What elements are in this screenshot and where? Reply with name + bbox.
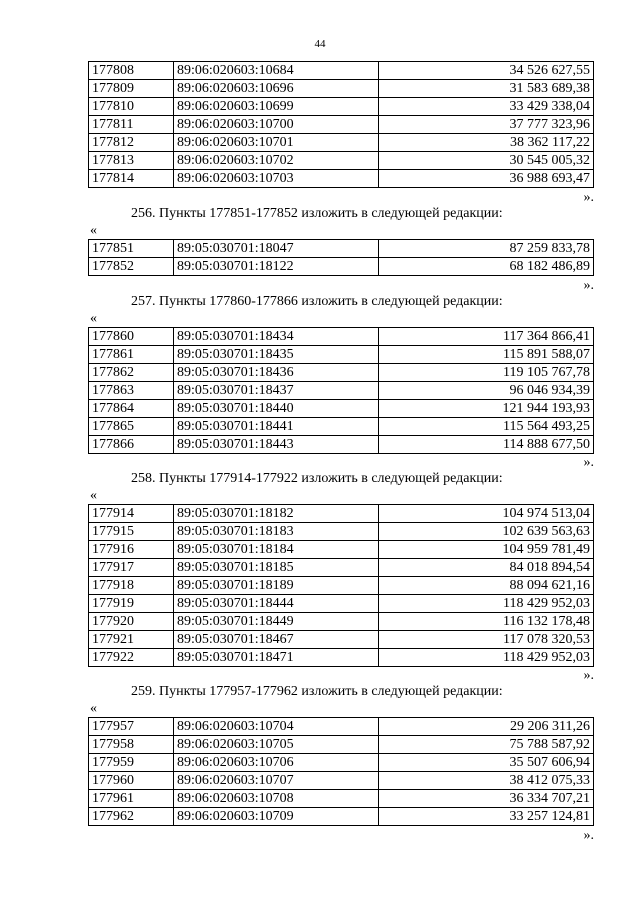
value-cell: 30 545 005,32 [379,152,594,170]
value-cell: 31 583 689,38 [379,80,594,98]
table-row [89,790,594,808]
table-row [89,134,594,152]
value-cell: 118 429 952,03 [379,649,594,667]
cadastral-number-cell: 89:06:020603:10700 [174,116,379,134]
table-row [89,152,594,170]
row-number-cell: 177960 [89,772,174,790]
page-number: 44 [314,38,326,50]
table-row [89,541,594,559]
table-row [89,258,594,276]
row-number-cell: 177958 [89,736,174,754]
cadastral-number-cell: 89:06:020603:10703 [174,170,379,188]
table-row [89,346,594,364]
table-row [89,595,594,613]
table-row [89,170,594,188]
row-number-cell: 177916 [89,541,174,559]
table-row [89,382,594,400]
row-number-cell: 177959 [89,754,174,772]
closing-quote: ». [583,278,594,293]
value-cell: 116 132 178,48 [379,613,594,631]
value-cell: 104 974 513,04 [379,505,594,523]
value-cell: 35 507 606,94 [379,754,594,772]
value-cell: 34 526 627,55 [379,62,594,80]
row-number-cell: 177860 [89,328,174,346]
value-cell: 115 891 588,07 [379,346,594,364]
cadastral-number-cell: 89:05:030701:18441 [174,418,379,436]
cadastral-number-cell: 89:06:020603:10702 [174,152,379,170]
value-cell: 38 362 117,22 [379,134,594,152]
closing-quote: ». [583,828,594,843]
row-number-cell: 177922 [89,649,174,667]
value-cell: 88 094 621,16 [379,577,594,595]
cadastral-number-cell: 89:06:020603:10709 [174,808,379,826]
value-cell: 84 018 894,54 [379,559,594,577]
row-number-cell: 177811 [89,116,174,134]
cadastral-number-cell: 89:05:030701:18184 [174,541,379,559]
data-table [88,504,594,667]
opening-quote: « [90,311,97,326]
row-number-cell: 177851 [89,240,174,258]
table-row [89,718,594,736]
value-cell: 117 078 320,53 [379,631,594,649]
row-number-cell: 177921 [89,631,174,649]
cadastral-number-cell: 89:05:030701:18436 [174,364,379,382]
data-table [88,717,594,826]
cadastral-number-cell: 89:06:020603:10699 [174,98,379,116]
value-cell: 33 257 124,81 [379,808,594,826]
data-table [88,327,594,454]
row-number-cell: 177962 [89,808,174,826]
row-number-cell: 177961 [89,790,174,808]
table-row [89,736,594,754]
closing-quote: ». [583,190,594,205]
table-row [89,559,594,577]
value-cell: 102 639 563,63 [379,523,594,541]
cadastral-number-cell: 89:06:020603:10707 [174,772,379,790]
row-number-cell: 177866 [89,436,174,454]
table-row [89,240,594,258]
cadastral-number-cell: 89:06:020603:10684 [174,62,379,80]
row-number-cell: 177813 [89,152,174,170]
cadastral-number-cell: 89:05:030701:18449 [174,613,379,631]
cadastral-number-cell: 89:05:030701:18182 [174,505,379,523]
row-number-cell: 177810 [89,98,174,116]
value-cell: 36 988 693,47 [379,170,594,188]
value-cell: 36 334 707,21 [379,790,594,808]
table-row [89,808,594,826]
table-row [89,649,594,667]
row-number-cell: 177812 [89,134,174,152]
data-table [88,239,594,276]
cadastral-number-cell: 89:06:020603:10701 [174,134,379,152]
cadastral-number-cell: 89:06:020603:10696 [174,80,379,98]
opening-quote: « [90,488,97,503]
table-row [89,98,594,116]
opening-quote: « [90,701,97,716]
table-row [89,523,594,541]
table-row [89,400,594,418]
value-cell: 29 206 311,26 [379,718,594,736]
table-row [89,613,594,631]
value-cell: 75 788 587,92 [379,736,594,754]
cadastral-number-cell: 89:05:030701:18185 [174,559,379,577]
value-cell: 38 412 075,33 [379,772,594,790]
cadastral-number-cell: 89:05:030701:18189 [174,577,379,595]
cadastral-number-cell: 89:05:030701:18047 [174,240,379,258]
closing-quote: ». [583,668,594,683]
row-number-cell: 177865 [89,418,174,436]
cadastral-number-cell: 89:05:030701:18434 [174,328,379,346]
table-row [89,80,594,98]
value-cell: 96 046 934,39 [379,382,594,400]
table-row [89,631,594,649]
table-row [89,754,594,772]
value-cell: 119 105 767,78 [379,364,594,382]
table-row [89,364,594,382]
row-number-cell: 177919 [89,595,174,613]
section-heading: 259. Пункты 177957-177962 изложить в следующей редакции: [131,684,503,699]
cadastral-number-cell: 89:06:020603:10705 [174,736,379,754]
value-cell: 118 429 952,03 [379,595,594,613]
table-row [89,418,594,436]
cadastral-number-cell: 89:05:030701:18435 [174,346,379,364]
cadastral-number-cell: 89:05:030701:18443 [174,436,379,454]
row-number-cell: 177917 [89,559,174,577]
row-number-cell: 177814 [89,170,174,188]
section-heading: 257. Пункты 177860-177866 изложить в следующей редакции: [131,294,503,309]
row-number-cell: 177862 [89,364,174,382]
value-cell: 37 777 323,96 [379,116,594,134]
table-row [89,62,594,80]
cadastral-number-cell: 89:06:020603:10704 [174,718,379,736]
value-cell: 121 944 193,93 [379,400,594,418]
table-row [89,116,594,134]
row-number-cell: 177914 [89,505,174,523]
value-cell: 115 564 493,25 [379,418,594,436]
table-row [89,772,594,790]
row-number-cell: 177863 [89,382,174,400]
opening-quote: « [90,223,97,238]
cadastral-number-cell: 89:05:030701:18183 [174,523,379,541]
cadastral-number-cell: 89:05:030701:18444 [174,595,379,613]
table-row [89,328,594,346]
value-cell: 104 959 781,49 [379,541,594,559]
value-cell: 68 182 486,89 [379,258,594,276]
row-number-cell: 177808 [89,62,174,80]
table-row [89,577,594,595]
row-number-cell: 177957 [89,718,174,736]
table-row [89,505,594,523]
cadastral-number-cell: 89:05:030701:18440 [174,400,379,418]
row-number-cell: 177809 [89,80,174,98]
cadastral-number-cell: 89:06:020603:10708 [174,790,379,808]
cadastral-number-cell: 89:05:030701:18471 [174,649,379,667]
row-number-cell: 177918 [89,577,174,595]
cadastral-number-cell: 89:05:030701:18437 [174,382,379,400]
value-cell: 117 364 866,41 [379,328,594,346]
value-cell: 33 429 338,04 [379,98,594,116]
closing-quote: ». [583,455,594,470]
value-cell: 114 888 677,50 [379,436,594,454]
cadastral-number-cell: 89:06:020603:10706 [174,754,379,772]
row-number-cell: 177861 [89,346,174,364]
cadastral-number-cell: 89:05:030701:18467 [174,631,379,649]
data-table [88,61,594,188]
row-number-cell: 177852 [89,258,174,276]
table-row [89,436,594,454]
section-heading: 256. Пункты 177851-177852 изложить в следующей редакции: [131,206,503,221]
row-number-cell: 177915 [89,523,174,541]
row-number-cell: 177864 [89,400,174,418]
cadastral-number-cell: 89:05:030701:18122 [174,258,379,276]
row-number-cell: 177920 [89,613,174,631]
value-cell: 87 259 833,78 [379,240,594,258]
section-heading: 258. Пункты 177914-177922 изложить в следующей редакции: [131,471,503,486]
